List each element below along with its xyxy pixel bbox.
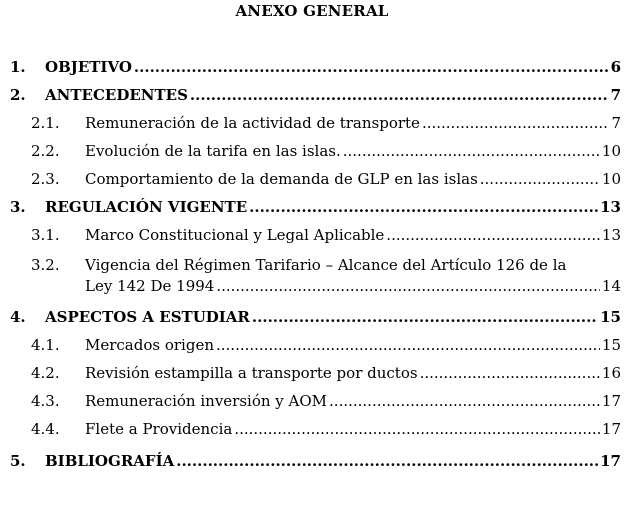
dot-leader: [216, 277, 600, 295]
toc-entry-number: 3.: [10, 198, 26, 216]
dot-leader: [176, 452, 598, 470]
dot-leader: [329, 392, 600, 410]
toc-entry-title-line1: Vigencia del Régimen Tarifario – Alcance del Artículo 126 de la: [85, 256, 567, 274]
toc-entry-number: 2.2.: [31, 142, 60, 160]
toc-entry-page: 15: [601, 336, 621, 354]
toc-entry-page: 7: [611, 114, 621, 132]
toc-entry-number: 4.2.: [31, 364, 60, 382]
dot-leader: [480, 170, 600, 188]
toc-entry-page: 17: [600, 452, 621, 470]
toc-entry-page: 10: [601, 170, 621, 188]
toc-entry-title: Revisión estampilla a transporte por ductos: [85, 364, 418, 382]
toc-entry-title: ASPECTOS A ESTUDIAR: [45, 308, 250, 326]
dot-leader: [234, 420, 600, 438]
toc-entry-page: 17: [601, 420, 621, 438]
dot-leader: [386, 226, 600, 244]
toc-entry-number: 4.: [10, 308, 26, 326]
toc-entry-page: 13: [600, 198, 621, 216]
toc-entry-number: 3.1.: [31, 226, 60, 244]
dot-leader: [252, 308, 598, 326]
toc-entry-number: 2.3.: [31, 170, 60, 188]
document-title: ANEXO GENERAL: [235, 2, 389, 20]
dot-leader: [249, 198, 598, 216]
dot-leader: [420, 364, 600, 382]
dot-leader: [216, 336, 600, 354]
dot-leader: [422, 114, 610, 132]
toc-entry-title: Marco Constitucional y Legal Aplicable: [85, 226, 385, 244]
toc-entry-page: 17: [601, 392, 621, 410]
toc-entry-number: 1.: [10, 58, 26, 76]
toc-entry-page: 14: [601, 277, 621, 295]
dot-leader: [134, 58, 609, 76]
toc-entry-title: Remuneración inversión y AOM: [85, 392, 328, 410]
toc-entry-title: Evolución de la tarifa en las islas.: [85, 142, 341, 160]
toc-entry-page: 13: [601, 226, 621, 244]
toc-entry-title: Ley 142 De 1994: [85, 277, 215, 295]
toc-entry-page: 7: [610, 86, 621, 104]
dot-leader: [343, 142, 600, 160]
toc-entry-number: 4.1.: [31, 336, 60, 354]
toc-entry-title: OBJETIVO: [45, 58, 132, 76]
toc-entry-title: ANTECEDENTES: [45, 86, 188, 104]
toc-entry-title: REGULACIÓN VIGENTE: [45, 198, 248, 216]
toc-entry-title: Comportamiento de la demanda de GLP en las islas: [85, 170, 478, 188]
toc-entry-number: 4.3.: [31, 392, 60, 410]
toc-entry-title: Remuneración de la actividad de transporte: [85, 114, 420, 132]
toc-entry-number: 2.1.: [31, 114, 60, 132]
toc-entry-number: 2.: [10, 86, 26, 104]
dot-leader: [190, 86, 609, 104]
toc-entry-page: 15: [600, 308, 621, 326]
toc-entry-number: 3.2.: [31, 256, 60, 274]
toc-entry-number: 4.4.: [31, 420, 60, 438]
toc-entry-number: 5.: [10, 452, 26, 470]
toc-entry-title: BIBLIOGRAFÍA: [45, 452, 175, 470]
toc-entry-title: Mercados origen: [85, 336, 214, 354]
toc-entry-title: Flete a Providencia: [85, 420, 233, 438]
toc-entry-page: 10: [601, 142, 621, 160]
toc-entry-page: 6: [610, 58, 621, 76]
toc-entry-page: 16: [601, 364, 621, 382]
